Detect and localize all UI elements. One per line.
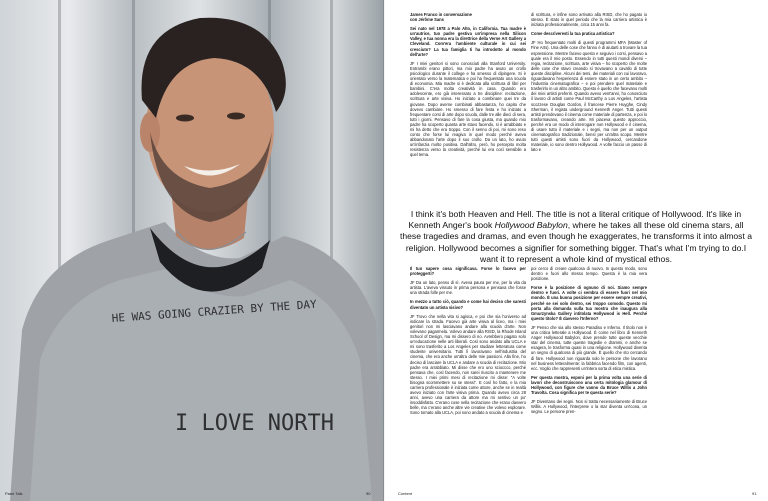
question-paragraph: Forse è la posizione di ognuno di noi. Siamo sempre dentro e fuori. A volte ci sembra di essere fuori nel mio mondo. È una buona posizione per essere sempre creativi, perché se sei solo dentro, sei troppo comodo. Questo mi porta alla domanda sulla tua mostra che inaugura alla Gmurzynska Gallery intitolata Hollywood is Hell. Perché questo titolo? È davvero l'Inferno? <box>531 285 647 321</box>
question-paragraph: Per questa mostra, esponi per la prima volta una serie di lavori che decostruiscono una certa mitologia glamour di Hollywood, con figure che vanno da Bruce Willis a John Travolta. Cosa significa per te questa serie? <box>531 374 647 396</box>
question-paragraph: Come descriveresti la tua pratica artistica? <box>531 31 615 37</box>
article-column-2 <box>531 12 647 156</box>
eye-shape <box>176 115 194 122</box>
folio-right-number: 91 <box>752 491 757 496</box>
question-paragraph: Sei nato nel 1978 a Palo Alto, in California. Tua madre è un'autrice, tuo padre gestiva un'impresa nella Silicon Valley, e tua nonna era la direttrice della Verne Art Gallery a Cleveland. Com'era l'ambiente culturale in cui sei cresciuto? La tua famiglia ti ha introdotto al mondo dell'arte? <box>410 26 526 57</box>
pull-quote-part-2: , where he takes all these old cinema stars, all these tragedies and dramas, and even though he exaggerates, he transforms it into almost a religion. Hollywood becomes a signifier for something bigger. That's what I'm trying to do.I want it to represent a whole kind of mystical ethos. <box>399 220 753 264</box>
shirt-text-1: HE WAS GOING CRAZIER BY THE DAY <box>111 297 318 325</box>
article-column-3 <box>410 266 526 420</box>
spread-gutter <box>383 0 385 501</box>
article-column-1 <box>410 12 526 162</box>
pull-quote-part-1: I think it's both Heaven and Hell. The title is not a literal critique of Hollywood. It's like in Kenneth Anger's book <box>408 209 742 231</box>
answer-paragraph: di scrittura, e infine sono arrivato alla RISD, che ho pagato io stesso. È stato in quel periodo che la mia carriera artistica è iniziata professionalmente, circa 15 anni fa. <box>531 12 647 28</box>
article-heading <box>410 12 526 22</box>
folio-right-label: Content <box>398 491 413 496</box>
answer-paragraph: JF Trovo che nella vita si agisca, e poi che sia l'universo ad indicare la strada. Facevo già arte visiva al liceo, ma i miei genitori non mi lasciavano andare alla scuola d'arte. Non volevano pagarmela. Volevo andare alla RISD, la Rhode Island School of Design, ma mi dissero di no. Avrebbero pagato solo un'educazione nelle arti liberali. Così sono andato alla UCLA e mi sono trasferito a Los Angeles per studiare letteratura come studente universitario. Tutti lì lavoravano nell'industria del cinema, che era anche un'altra delle mie passioni. Alla fine, ho deciso di lasciare la UCLA e andare a scuola di recitazione. Mio padre era arrabbiato. Mi disse che ero uno scioccco, perché pensava che, così facendo, non sarei riuscito a mantenere me stesso. I miei primi mesi di recitazione mi disse: "A volte bisogna scommettere su se stessi". E così ho fatto, e la mia carriera professionale è iniziata come attore, anche se in realtà avevo iniziato con l'arte visiva prima. Quando avevo circa 28 anni, avevo una carriera da attore ma mi sentivo un po' insoddisfatto. C'erano cose nella recitazione che erano davvero belle, ma c'erano anche altre vie creative che volevo esplorare. Sono tornato alla UCLA, poi sono andato a scuola di cinema e <box>410 313 526 416</box>
answer-paragraph: JF Da un lato, penso di sì. Aveva paura per me, per la vita da artista. L'aveva vissuto in prima persona e pensava che fosse una strada folle per me. <box>410 280 526 296</box>
pull-quote-book-title: Hollywood Babylon <box>494 220 568 231</box>
eye-shape <box>227 113 245 120</box>
folio-left-label: Pane Talk <box>5 491 23 496</box>
answer-paragraph: JF Ho frequentato molti di questi programmi MFA (Master of Fine Arts). Una delle cose che fanno è di aiutarti a trovare la tua espressione. Mentre facevo questo e seguivo i corsi, pensavo a quale era il mio posto. Essendo in tutti questi mondi diversi – regia, recitazione, scrittura, arte visiva – ho scoperto che molte delle cose che stavo creando si trovavano a cavallo di tutte queste discipline. Alcuni dei temi, dei materiali con cui lavoravo, riguardavano l'esperienza di essere stato in un certo ambito – l'industria cinematografica – e poi prendere quel materiale e trasferirlo in un altro ambito. Questo è quello che facevano molti dei miei artisti preferiti. Quando avevo vent'anni, ho conosciuto il lavoro di artisti come Paul McCarthy a Los Angeles, l'artista scozzese Douglas Gordon, il francese Pierre Huyghe, Cindy Sherman, il regista underground Kenneth Anger. Tutti questi artisti prendevano il cinema come materiale di partenza, e poi lo trasformavano, creando arte. Mi piaceva questo approccio, perché era un modo di interrogare non Hollywood e il cinema, di usare tutto il materiale e i segni, ma non per un output cinematografico tradizionale, bensì per un'altra scopo. Mentre tutti questi artisti sono fuori da Hollywood, cercandone materiale, io sono dentro Hollywood. A volte faccio un passo di lato e <box>531 40 647 153</box>
answer-paragraph: JF I miei genitori si sono conosciuti alla Stanford University. Entrambi erano pittori, ma mio padre ha avuto un crollo psicologico durante il college e ha smesso di dipingere. Si è orientato verso la matematica e poi ha frequentato una scuola di economia. Mia madre si è dedicata alla scrittura di libri per bambini. C'era molta creatività in casa. Quando ero adolescente, ero già interessato a tre discipline: recitazione, scrittura e arte visiva. Ho iniziato a combinare quei tre da giovane. Dopo averne combinati abbastanza, ho capito che dovevo cambiare. Ho smesso di fare festa e ho iniziato a frequentare corsi di arte dopo scuola, dalle tre alle dieci di sera, tutti i giorni. Pensavo di fare la cosa giusta, ma quando mio padre ha scoperto quanta arte stavo facendo, si è arrabbiato e mi ha detto che era troppo. Con il senno di poi, mi sono reso conto che forse lui reagiva in quel modo perché aveva abbandonato l'arte dopo il suo crollo. Da un lato, ho avuto un'infanzia molto positiva. Dall'altro, però, ho percepito molta resistenza verso la creatività, perché lui era così sensibile a quel tema. <box>410 60 526 158</box>
article-column-4 <box>531 266 647 418</box>
article-heading-line2: con Jérôme Sans <box>410 17 444 23</box>
sweater-highlight <box>30 268 372 501</box>
question-paragraph: Il tuo sapere cosa significava. Forse lo facevo per proteggerti? <box>410 266 526 277</box>
pull-quote <box>398 209 754 265</box>
article-heading-line1: James Franco in conversazione <box>410 12 472 17</box>
shirt-text-2: I LOVE NORTH <box>175 411 334 436</box>
question-paragraph: In mezzo a tutto ciò, quando e come hai deciso che saresti diventato un artista visivo? <box>410 299 526 310</box>
answer-paragraph: poi cerco di creare qualcosa di nuovo. In questo modo, sono dentro e fuori allo stesso tempo. Questa è la mia vera posizione. <box>531 266 647 282</box>
answer-paragraph: JF Diventano dei segni. Non si tratta necessariamente di Bruce Willis. A Hollywood, l'interprete o la star diventa un'icona, un segno. Le persone pren- <box>531 399 647 415</box>
answer-paragraph: JF Penso che sia allo stesso Paradiso e Inferno. Il titolo non è una critica letterale a Hollywood. È come nel libro di Kenneth Anger Hollywood Babylon, dove prende tutte queste vecchie star del cinema, tutte queste tragedie e drammi, e anche se esagera, le trasforma quasi in una religione. Hollywood diventa un segno di qualcosa di più grande. È quello che sto cercando di fare. Hollywood non riguarda solo le persone che lavorano nel business letteralmente: la fabbrica facendo film, con agenti, ecc. Voglio che rappresenti un'intera sorta di etica mistica. <box>531 324 647 371</box>
folio-left-number: 90 <box>366 491 371 496</box>
